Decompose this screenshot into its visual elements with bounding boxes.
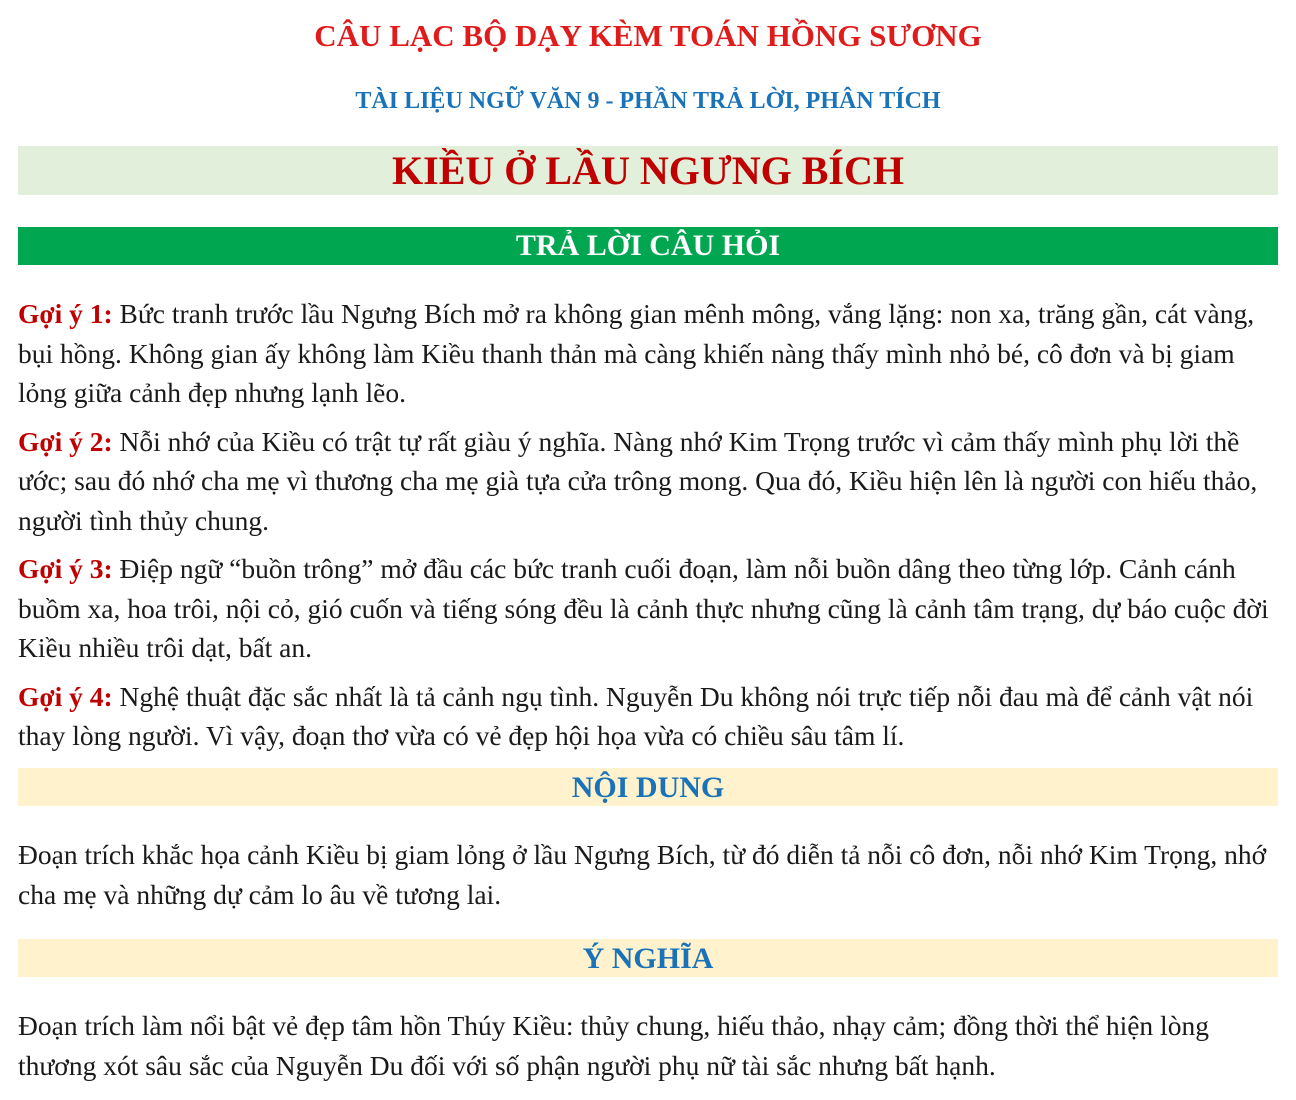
hint-label: Gợi ý 1: <box>18 298 113 329</box>
hint-text: Điệp ngữ “buồn trông” mở đầu các bức tranh cuối đoạn, làm nỗi buồn dâng theo từng lớp. Cảnh cánh buồm xa, hoa trôi, nội cỏ, gió cuốn và tiếng sóng đều là cảnh thực nhưng cũng là cảnh tâm trạng, dự báo cuộc đời Kiều nhiều trôi dạt, bất an. <box>18 553 1269 663</box>
club-title: CÂU LẠC BỘ DẠY KÈM TOÁN HỒNG SƯƠNG <box>314 18 982 53</box>
content-paragraph: Đoạn trích khắc họa cảnh Kiều bị giam lỏng ở lầu Ngưng Bích, từ đó diễn tả nỗi cô đơn, nỗi nhớ Kim Trọng, nhớ cha mẹ và những dự cảm lo âu về tương lai. <box>18 839 1267 910</box>
hint-item <box>18 549 1280 668</box>
meaning-paragraph: Đoạn trích làm nổi bật vẻ đẹp tâm hồn Thúy Kiều: thủy chung, hiếu thảo, nhạy cảm; đồng thời thể hiện lòng thương xót sâu sắc của Nguyễn Du đối với số phận người phụ nữ tài sắc nhưng bất hạnh. <box>18 1010 1209 1081</box>
hint-item <box>18 422 1280 541</box>
hint-text: Bức tranh trước lầu Ngưng Bích mở ra không gian mênh mông, vắng lặng: non xa, trăng gần, cát vàng, bụi hồng. Không gian ấy không làm Kiều thanh thản mà càng khiến nàng thấy mình nhỏ bé, cô đơn và bị giam lỏng giữa cảnh đẹp nhưng lạnh lẽo. <box>18 298 1255 408</box>
hint-item <box>18 677 1280 756</box>
answers-section-heading: TRẢ LỜI CÂU HỎI <box>18 227 1278 265</box>
document-subtitle: TÀI LIỆU NGỮ VĂN 9 - PHẦN TRẢ LỜI, PHÂN TÍCH <box>355 88 941 114</box>
content-section-heading: NỘI DUNG <box>18 768 1278 806</box>
main-title: KIỀU Ở LẦU NGƯNG BÍCH <box>392 148 904 193</box>
hint-text: Nỗi nhớ của Kiều có trật tự rất giàu ý nghĩa. Nàng nhớ Kim Trọng trước vì cảm thấy mình phụ lời thề ước; sau đó nhớ cha mẹ vì thương cha mẹ già tựa cửa trông mong. Qua đó, Kiều hiện lên là người con hiếu thảo, người tình thủy chung. <box>18 425 1258 536</box>
hints-list <box>18 294 1280 765</box>
hint-text: Nghệ thuật đặc sắc nhất là tả cảnh ngụ tình. Nguyễn Du không nói trực tiếp nỗi đau mà để cảnh vật nói thay lòng người. Vì vậy, đoạn thơ vừa có vẻ đẹp hội họa vừa có chiều sâu tâm lí. <box>18 680 1254 751</box>
hint-label: Gợi ý 4: <box>18 680 113 712</box>
hint-label: Gợi ý 2: <box>18 425 113 457</box>
meaning-section-heading: Ý NGHĨA <box>18 939 1278 977</box>
hint-item <box>18 294 1280 413</box>
hint-label: Gợi ý 3: <box>18 553 113 584</box>
